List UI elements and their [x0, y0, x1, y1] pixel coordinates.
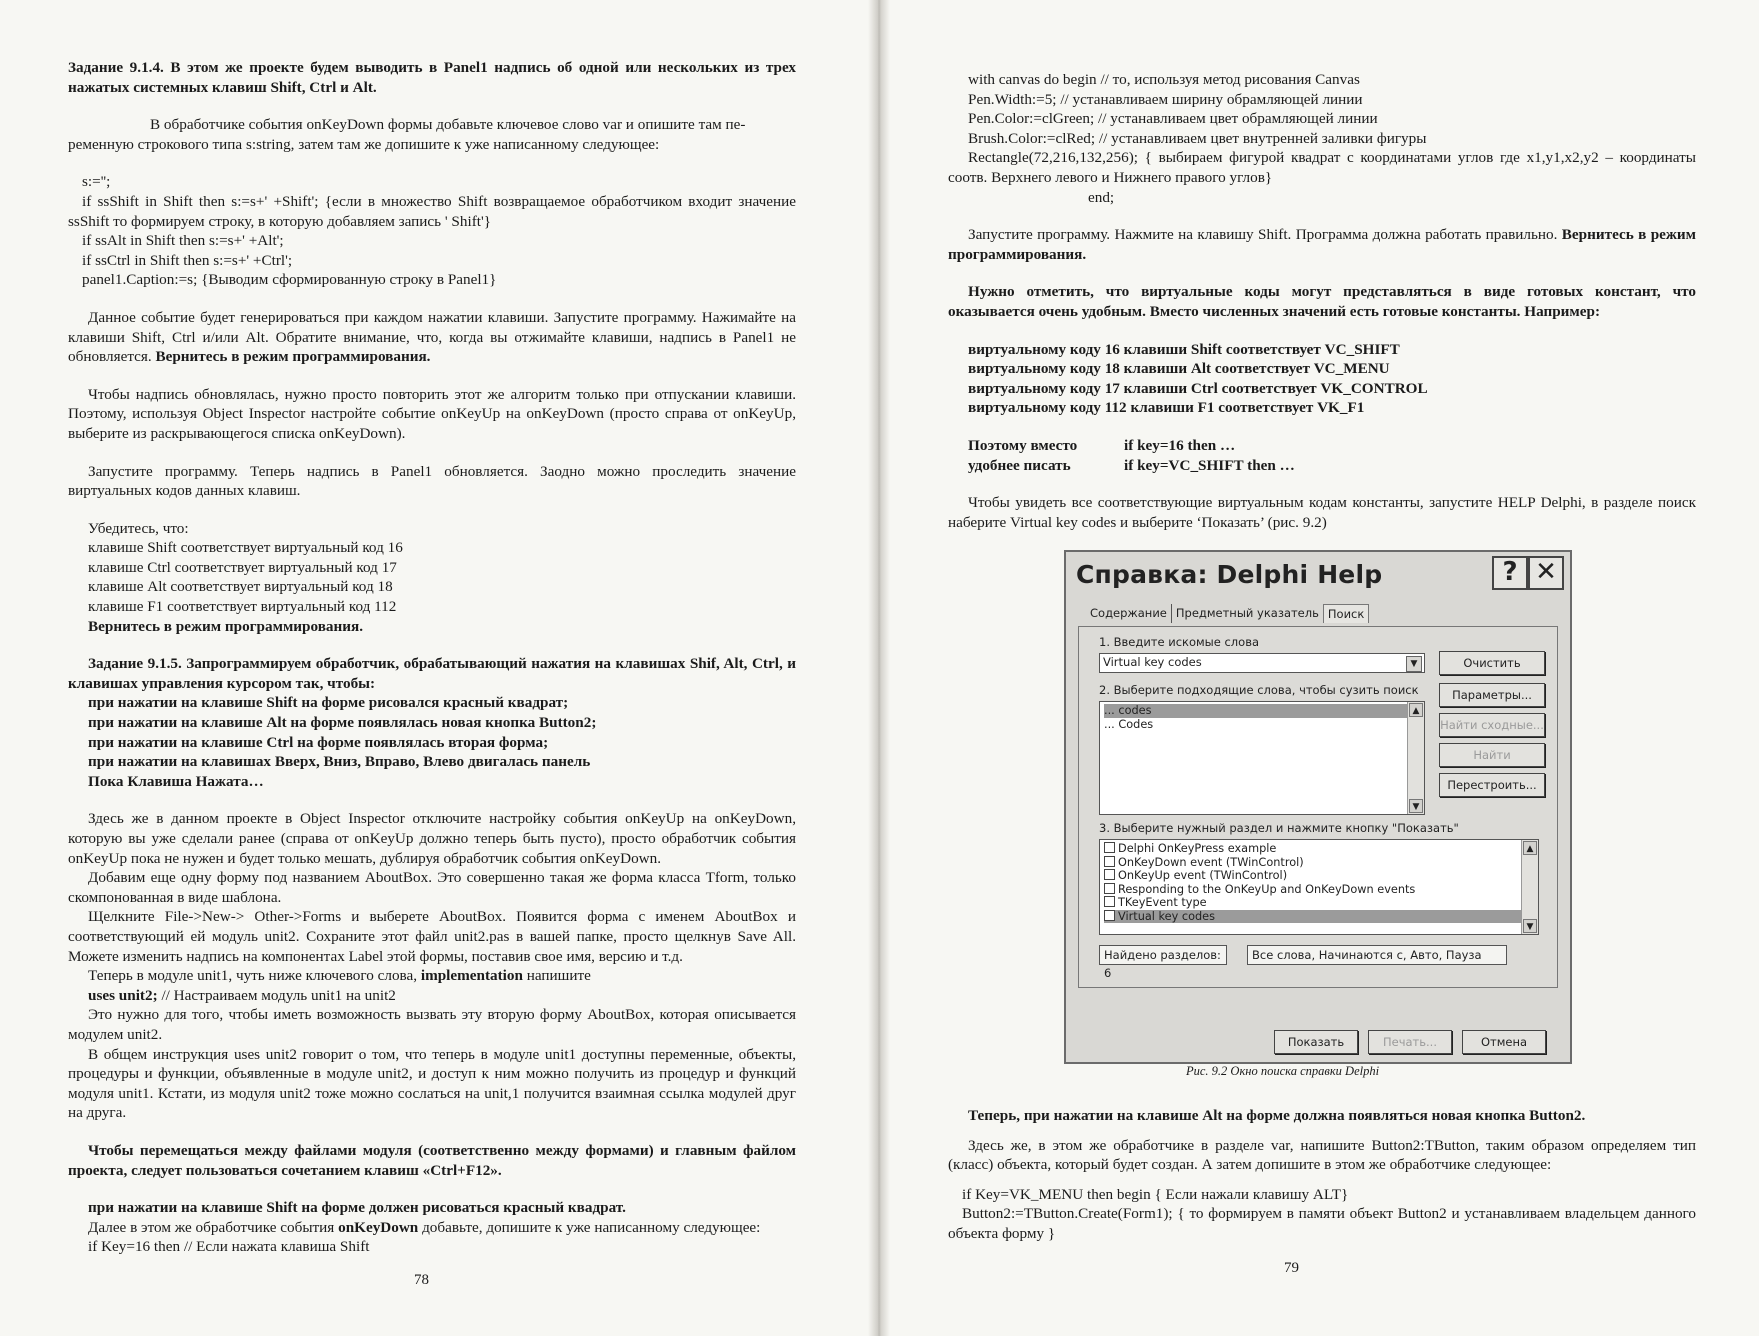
code-line: if ssShift in Shift then s:=s+' +Shift'; {если в множество Shift возвращаемое обработчиком входит значение ssShift то формируем строку, в которую добавляем запись ' Shift'}: [68, 192, 796, 230]
vk-line: виртуальному коду 17 клавиши Ctrl соответствует VK_CONTROL: [968, 379, 1428, 397]
step1-label: 1. Введите искомые слова: [1099, 635, 1260, 649]
list-item[interactable]: Delphi OnKeyPress example: [1104, 842, 1534, 856]
para2-bold: Вернитесь в режим программирования.: [155, 348, 431, 366]
list-item-selected[interactable]: Virtual key codes: [1104, 910, 1534, 924]
checkbox-icon: [1104, 910, 1115, 921]
find-similar-button[interactable]: Найти сходные...: [1439, 713, 1545, 737]
search-panel: [1078, 626, 1558, 988]
left-page-text: [68, 58, 796, 1257]
vk-line: виртуальному коду 112 клавиши F1 соответствует VK_F1: [968, 399, 1365, 417]
check-item: клавише Shift соответствует виртуальный код 16: [88, 539, 403, 557]
para12: при нажатии на клавише Shift на форме должен рисоваться красный квадрат.: [88, 1199, 626, 1217]
topics-list[interactable]: [1099, 839, 1539, 935]
task-915-item: при нажатии на клавише Shift на форме рисовался красный квадрат;: [88, 694, 569, 712]
print-button[interactable]: Печать...: [1368, 1030, 1452, 1054]
figure-caption: Рис. 9.2 Окно поиска справки Delphi: [1186, 1064, 1380, 1078]
task-915-item: при нажатии на клавише Ctrl на форме появлялась вторая форма;: [88, 733, 549, 751]
scrollbar[interactable]: [1521, 840, 1538, 934]
scroll-up-icon[interactable]: ▲: [1409, 703, 1423, 717]
dialog-title: Справка: Delphi Help: [1076, 560, 1383, 589]
checkbox-icon: [1104, 856, 1115, 867]
instead-row: Поэтому вместо if key=16 then …: [968, 436, 1236, 454]
check-bold: Вернитесь в режим программирования.: [88, 617, 364, 635]
search-input[interactable]: [1099, 653, 1425, 673]
task-915-item: Пока Клавиша Нажата…: [88, 772, 264, 790]
tab-index[interactable]: Предметный указатель: [1171, 604, 1323, 623]
find-button[interactable]: Найти: [1439, 743, 1545, 767]
para7: Щелкните File->New-> Other->Forms и выберете AboutBox. Появится форма с именем AboutBox и соответствующий ей модуль unit2. Сохраните этот файл unit2.pas в вашей папке, просто щелкнув Save All. Можете изменить надпись на компонентах Label этой формы, поставив свое имя, версию и т.д.: [68, 908, 796, 965]
list-item[interactable]: OnKeyDown event (TWinControl): [1104, 856, 1534, 870]
para1-rest: ременную строкового типа s:string, затем там же допишите к уже написанному следующее:: [68, 135, 660, 153]
code-line: if ssCtrl in Shift then s:=s+' +Ctrl';: [82, 251, 293, 269]
para4: Запустите программу. Теперь надпись в Panel1 обновляется. Заодно можно проследить значение виртуальных кодов данных клавиш.: [68, 462, 796, 500]
task-914-heading: Задание 9.1.4. В этом же проекте будем выводить в Panel1 надпись об одной или нескольких из трех нажатых системных клавиш Shift, Ctrl и Alt.: [68, 59, 796, 96]
delphi-help-dialog: [1064, 550, 1572, 1064]
run-text: Запустите программу. Нажмите на клавишу Shift. Программа должна работать правильно. Вернитесь в режим программирования.: [948, 226, 1696, 263]
task-915-item: при нажатии на клавише Alt на форме появлялась новая кнопка Button2;: [88, 714, 597, 732]
checkbox-icon: [1104, 842, 1115, 853]
found-count: Найдено разделов: 6: [1099, 945, 1227, 965]
list-item[interactable]: ... codes: [1104, 704, 1420, 718]
vk-line: виртуальному коду 18 клавиши Alt соответствует VC_MENU: [968, 360, 1390, 378]
right-page-text: [948, 70, 1696, 532]
code-bottom-line: if Key=VK_MENU then begin { Если нажали клавишу ALT}: [962, 1185, 1349, 1203]
para8: Теперь в модуле unit1, чуть ниже ключевого слова, implementation напишите: [88, 967, 591, 985]
tab-search[interactable]: Поиск: [1323, 604, 1369, 623]
code-bottom-line: Button2:=TButton.Create(Form1); { то формируем в памяти объект Button2 и устанавливаем владельцем данного объекта форму }: [948, 1205, 1696, 1242]
page-number-left: 78: [414, 1272, 429, 1288]
para3: Чтобы надпись обновлялась, нужно просто повторить этот же алгоритм только при отпускании клавиши. Поэтому, используя Object Inspector настройте событие onKeyUp на onKeyDown (просто справа от onKeyUp, выберите из раскрывающегося списка onKeyDown).: [68, 385, 796, 442]
check-item: клавише Alt соответствует виртуальный код 18: [88, 578, 393, 596]
scroll-down-icon[interactable]: ▼: [1523, 919, 1537, 933]
para10: В общем инструкция uses unit2 говорит о том, что теперь в модуле unit1 доступны переменные, объекты, процедуры и функции, объявленные в модуле unit2, и доступ к ним можно получить из процедур и функций модуля unit1. Кстати, из модуля unit2 тоже можно сослаться на unit,1 получится взаимная ссылка модулей друг на друга.: [68, 1045, 796, 1122]
after-figure-text: Теперь, при нажатии на клавише Alt на форме должна появляться новая кнопка Button2.: [968, 1107, 1586, 1124]
help-text: Чтобы увидеть все соответствующие виртуальным кодам константы, запустите HELP Delphi, в разделе поиск наберите Virtual key codes и выберите ‘Показать’ (рис. 9.2): [948, 494, 1696, 531]
show-button[interactable]: Показать: [1274, 1030, 1358, 1054]
para1-first: В обработчике события onKeyDown формы добавьте ключевое слово var и опишите там пе-: [150, 116, 746, 134]
code-top-line: Rectangle(72,216,132,256); { выбираем фигурой квадрат с координатами углов где x1,y1,x2,y2 – координаты соотв. Верхнего левого и Нижнего правого углов}: [948, 149, 1696, 186]
task-915-heading: Задание 9.1.5. Запрограммируем обработчик, обрабатывающий нажатия на клавишах Shif, Alt, Ctrl, и клавишах управления курсором так, чтобы:: [68, 655, 796, 692]
para13: Далее в этом же обработчике события onKeyDown добавьте, допишите к уже написанному следующее:: [88, 1218, 761, 1236]
code-line: panel1.Caption:=s; {Выводим сформированную строку в Panel1}: [82, 271, 497, 289]
rebuild-button[interactable]: Перестроить...: [1439, 773, 1545, 797]
page-number-right: 79: [1284, 1260, 1299, 1276]
better-row: удобнее писать if key=VC_SHIFT then …: [968, 456, 1295, 474]
code-top-line: Brush.Color:=clRed; // устанавливаем цвет внутренней заливки фигуры: [968, 129, 1427, 147]
checkbox-icon: [1104, 896, 1115, 907]
step2-label: 2. Выберите подходящие слова, чтобы сузить поиск: [1099, 683, 1419, 697]
scrollbar[interactable]: [1407, 702, 1424, 814]
para14: if Key=16 then // Если нажата клавиша Shift: [88, 1238, 370, 1256]
code-line: if ssAlt in Shift then s:=s+' +Alt';: [82, 232, 284, 250]
list-item[interactable]: TKeyEvent type: [1104, 896, 1534, 910]
book-gutter: [868, 0, 890, 1336]
vk-note: Нужно отметить, что виртуальные коды могут представляться в виде готовых констант, что оказывается очень удобным. Вместо численных значений есть готовые константы. Например:: [948, 283, 1696, 320]
tab-strip: [1086, 604, 1369, 623]
options-button[interactable]: Параметры...: [1439, 683, 1545, 707]
check-item: клавише Ctrl соответствует виртуальный код 17: [88, 558, 397, 576]
code-top-line: Pen.Color:=clGreen; // устанавливаем цвет обрамляющей линии: [968, 110, 1378, 128]
code-top-line: with canvas do begin // то, используя метод рисования Canvas: [968, 71, 1360, 88]
chevron-down-icon[interactable]: ▼: [1406, 656, 1422, 672]
para9: Это нужно для того, чтобы иметь возможность вызвать эту вторую форму AboutBox, которая описывается модулем unit2.: [68, 1006, 796, 1043]
step3-label: 3. Выберите нужный раздел и нажмите кнопку "Показать": [1099, 821, 1459, 835]
words-list[interactable]: [1099, 701, 1425, 815]
vk-line: виртуальному коду 16 клавиши Shift соответствует VC_SHIFT: [968, 340, 1400, 358]
tab-contents[interactable]: Содержание: [1090, 606, 1167, 620]
scroll-down-icon[interactable]: ▼: [1409, 799, 1423, 813]
para2: Данное событие будет генерироваться при каждом нажатии клавиши. Запустите программу. Нажимайте на клавиши Shift, Ctrl и/или Alt. Обратите внимание, что, когда вы отжимайте клавиши, надпись в Panel1 не обновляется. Вернитесь в режим программирования.: [68, 308, 796, 366]
code-top-line: end;: [1088, 188, 1115, 206]
list-item[interactable]: Responding to the OnKeyUp and OnKeyDown events: [1104, 883, 1534, 897]
var-text: Здесь же, в этом же обработчике в разделе var, напишите Button2:TButton, таким образом определяем тип (класс) объекта, который будет создан. А затем допишите в этом же обработчике следующее:: [948, 1136, 1696, 1174]
checkbox-icon: [1104, 869, 1115, 880]
search-input-value: Virtual key codes: [1103, 655, 1202, 669]
check-item: клавише F1 соответствует виртуальный код 112: [88, 598, 397, 616]
para5: Здесь же в данном проекте в Object Inspector отключите настройку события onKeyUp на onKeyDown, которую вы уже сделали ранее (справа от onKeyUp должно теперь быть пусто), просто обработчик события onKeyUp пока не нужен и будет только мешать, дублируя обработчик события onKeyDown.: [68, 810, 796, 867]
code-line: s:='';: [82, 173, 111, 191]
right-page-bottom: [948, 1106, 1696, 1244]
check-title: Убедитесь, что:: [88, 519, 189, 537]
para11: Чтобы перемещаться между файлами модуля (соответственно между формами) и главным файлом проекта, следует пользоваться сочетанием клавиш «Ctrl+F12».: [68, 1141, 796, 1179]
search-filter: Все слова, Начинаются с, Авто, Пауза: [1247, 945, 1507, 965]
clear-button[interactable]: Очистить: [1439, 651, 1545, 675]
code-top-line: Pen.Width:=5; // устанавливаем ширину обрамляющей линии: [968, 90, 1363, 108]
list-item[interactable]: OnKeyUp event (TWinControl): [1104, 869, 1534, 883]
para6: Добавим еще одну форму под названием AboutBox. Это совершенно такая же форма класса Tform, только скомпонованная в виде шаблона.: [68, 869, 796, 906]
task-915-item: при нажатии на клавишах Вверх, Вниз, Вправо, Влево двигалась панель: [88, 753, 591, 771]
scroll-up-icon[interactable]: ▲: [1523, 841, 1537, 855]
close-button[interactable]: ✕: [1528, 556, 1564, 590]
cancel-button[interactable]: Отмена: [1462, 1030, 1546, 1054]
para8-code: uses unit2; // Настраиваем модуль unit1 на unit2: [88, 986, 396, 1004]
list-item[interactable]: ... Codes: [1104, 717, 1154, 731]
checkbox-icon: [1104, 883, 1115, 894]
help-button[interactable]: ?: [1492, 556, 1528, 590]
